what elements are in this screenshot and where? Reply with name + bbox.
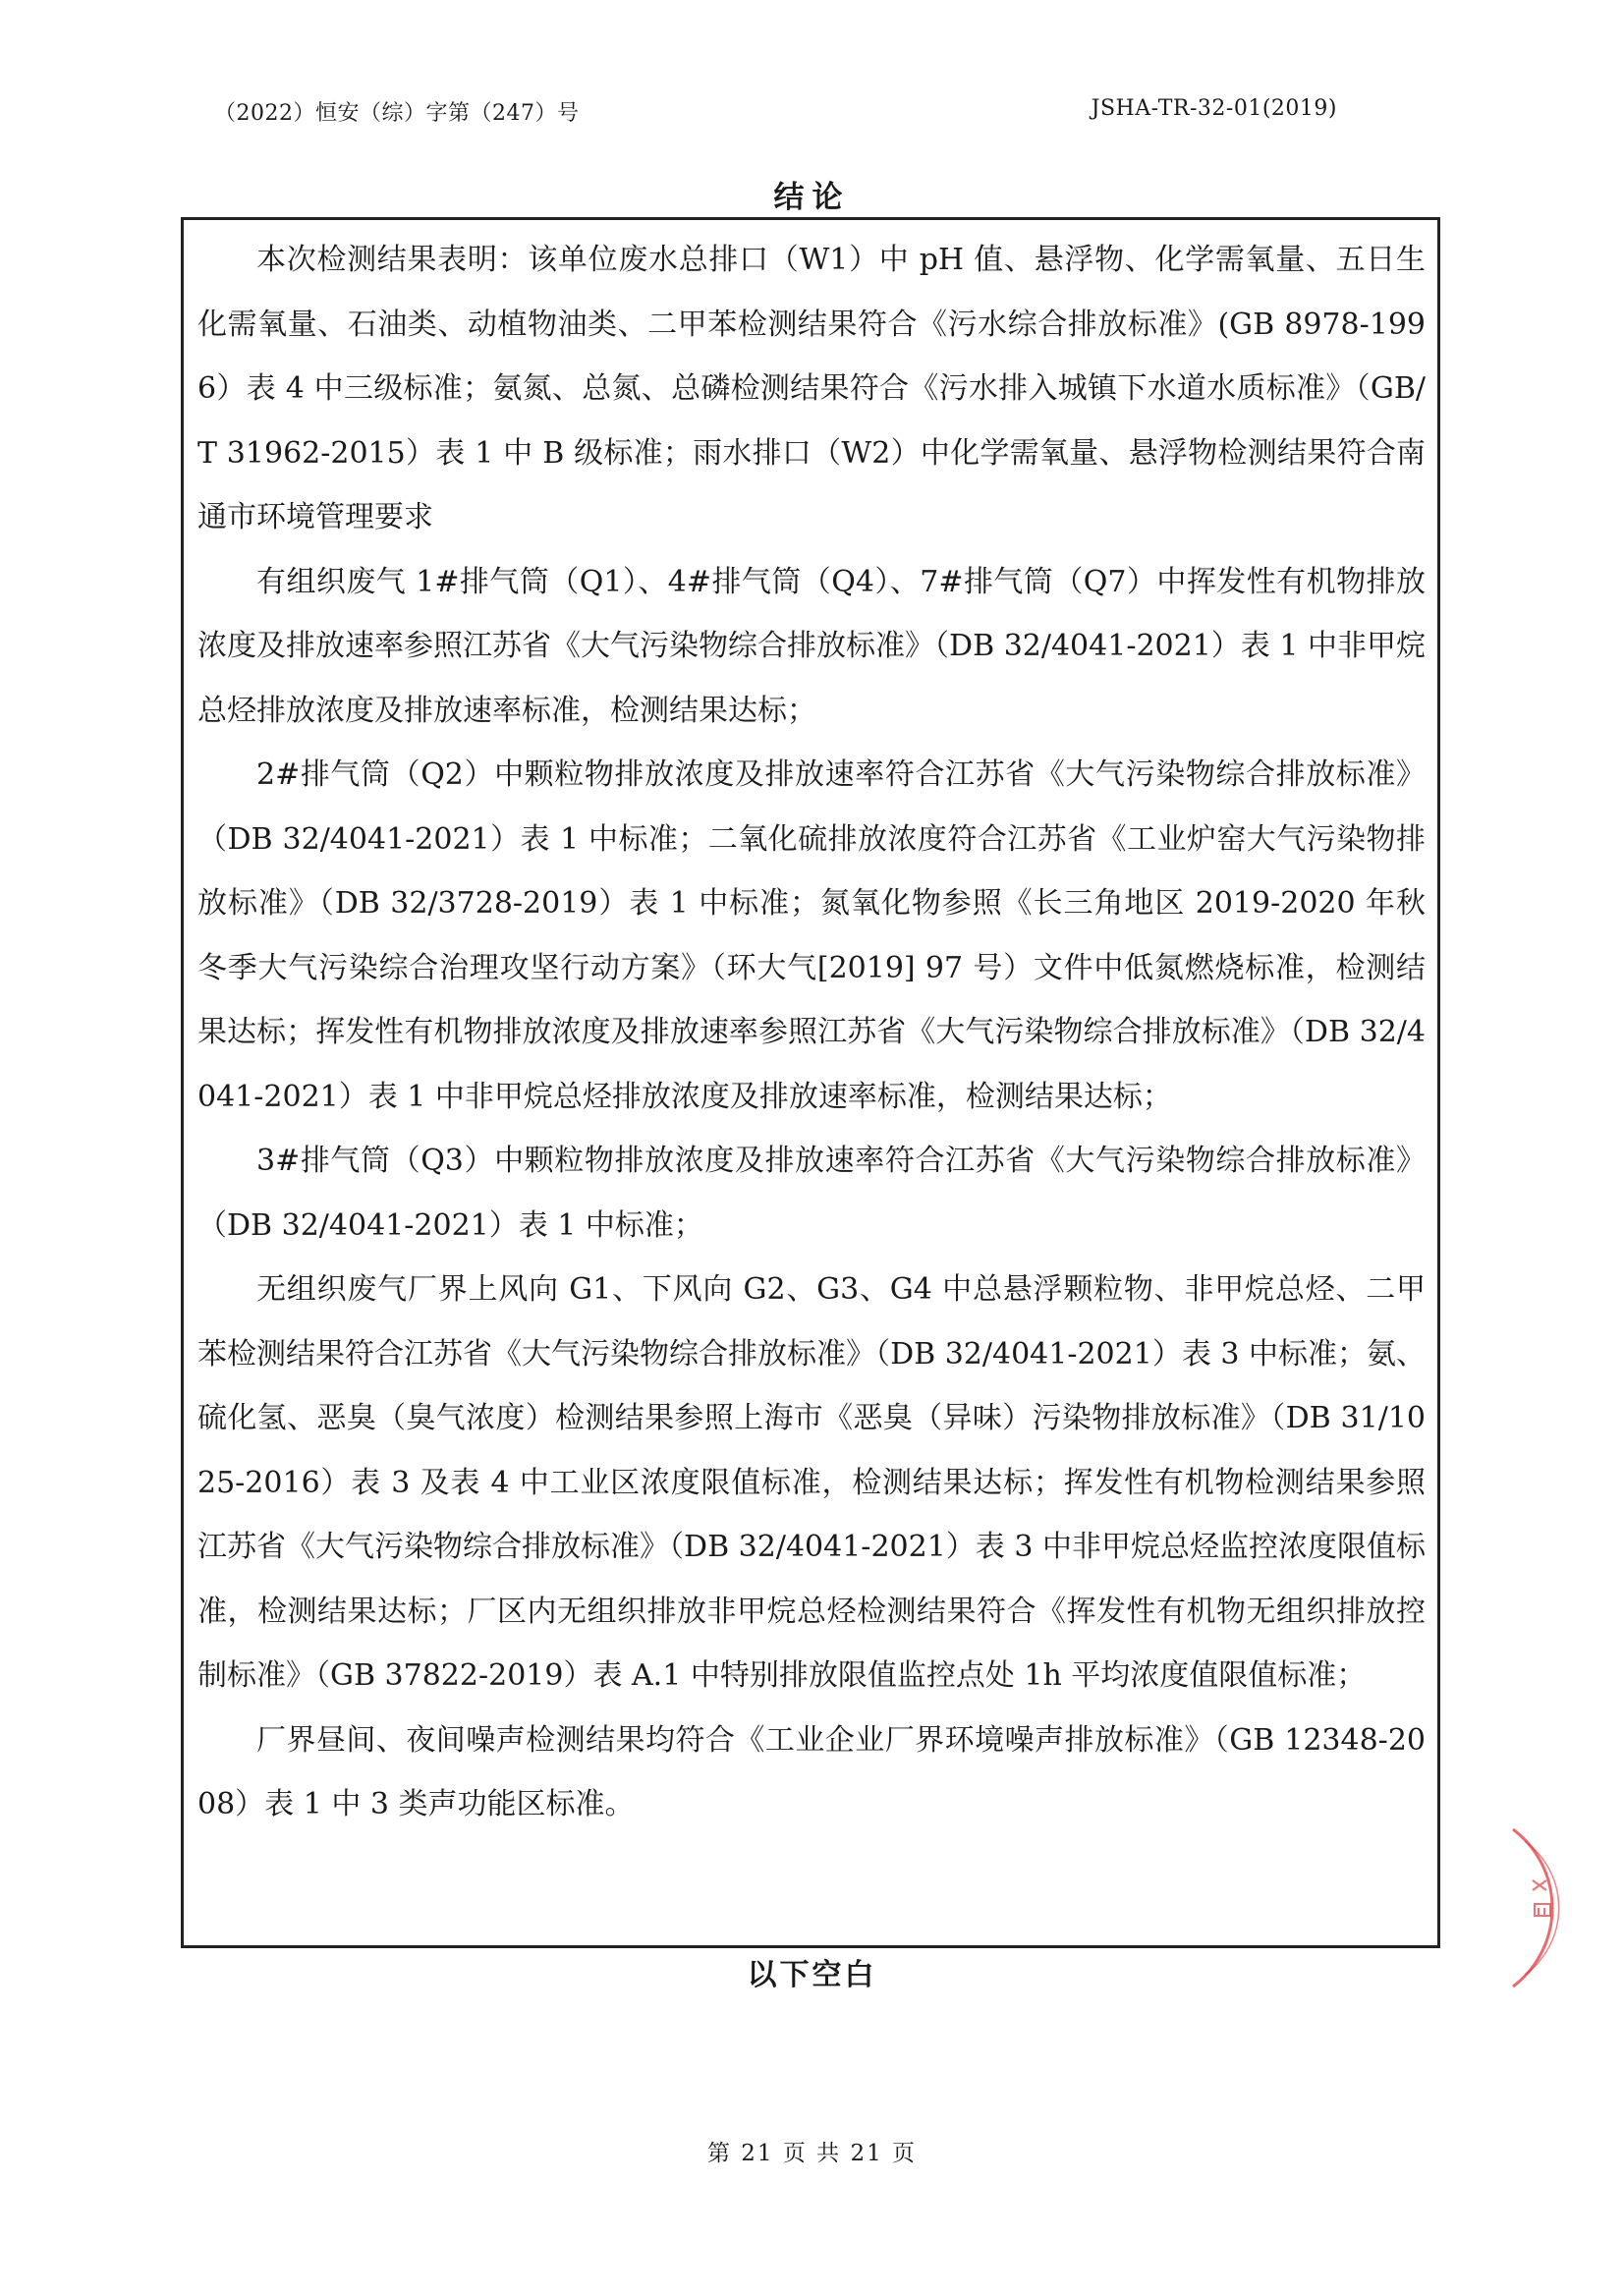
paragraph-noise: 厂界昼间、夜间噪声检测结果均符合《工业企业厂界环境噪声排放标准》（GB 12348-2008）表 1 中 3 类声功能区标准。 [197, 1722, 1426, 1821]
paragraph-fugitive-gas: 无组织废气厂界上风向 G1、下风向 G2、G3、G4 中总悬浮颗粒物、非甲烷总烃、二甲苯检测结果符合江苏省《大气污染物综合排放标准》（DB 32/4041-2021）表 3 中标准；氨、硫化氢、恶臭（臭气浓度）检测结果参照上海市《恶臭（异味）污染物排放标准》（DB 31/1025-2016）表 3 及表 4 中工业区浓度限值标准，检测结果达标；挥发性有机物检测结果参照江苏省《大气污染物综合排放标准》（DB 32/4041-2021）表 3 中非甲烷总烃监控浓度限值标准，检测结果达标；厂区内无组织排放非甲烷总烃检测结果符合《挥发性有机物无组织排放控制标准》（GB 37822-2019）表 A.1 中特别排放限值监控点处 1h 平均浓度值限值标准； [197, 1272, 1426, 1693]
blank-below-note: 以下空白 [747, 1958, 877, 1992]
conclusion-box [181, 217, 1440, 1948]
seal-stamp-icon [1484, 1810, 1621, 2006]
paragraph-stack-q3: 3#排气筒（Q3）中颗粒物排放浓度及排放速率符合江苏省《大气污染物综合排放标准》（DB 32/4041-2021）表 1 中标准； [197, 1144, 1426, 1243]
paragraph-stack-q2: 2#排气筒（Q2）中颗粒物排放浓度及排放速率符合江苏省《大气污染物综合排放标准》（DB 32/4041-2021）表 1 中标准；二氧化硫排放浓度符合江苏省《工业炉窑大气污染物排放标准》（DB 32/3728-2019）表 1 中标准；氮氧化物参照《长三角地区 2019-2020 年秋冬季大气污染综合治理攻坚行动方案》（环大气[2019] 97 号）文件中低氮燃烧标准，检测结果达标；挥发性有机物排放浓度及排放速率参照江苏省《大气污染物综合排放标准》（DB 32/4041-2021）表 1 中非甲烷总烃排放浓度及排放速率标准，检测结果达标； [197, 757, 1426, 1114]
section-title: 结论 [773, 180, 851, 215]
page-number: 第 21 页 共 21 页 [706, 2141, 918, 2166]
form-code: JSHA-TR-32-01(2019) [1091, 96, 1337, 121]
report-number: （2022）恒安（综）字第（247）号 [214, 101, 580, 126]
paragraph-organized-gas: 有组织废气 1#排气筒（Q1）、4#排气筒（Q4）、7#排气筒（Q7）中挥发性有机物排放浓度及排放速率参照江苏省《大气污染物综合排放标准》（DB 32/4041-2021）表 1 中非甲烷总烃排放浓度及排放速率标准，检测结果达标； [197, 564, 1426, 728]
paragraph-wastewater: 本次检测结果表明：该单位废水总排口（W1）中 pH 值、悬浮物、化学需氧量、五日生化需氧量、石油类、动植物油类、二甲苯检测结果符合《污水综合排放标准》(GB 8978-1996）表 4 中三级标准；氨氮、总氮、总磷检测结果符合《污水排入城镇下水道水质标准》（GB/T 31962-2015）表 1 中 B 级标准；雨水排口（W2）中化学需氧量、悬浮物检测结果符合南通市环境管理要求 [197, 243, 1426, 534]
